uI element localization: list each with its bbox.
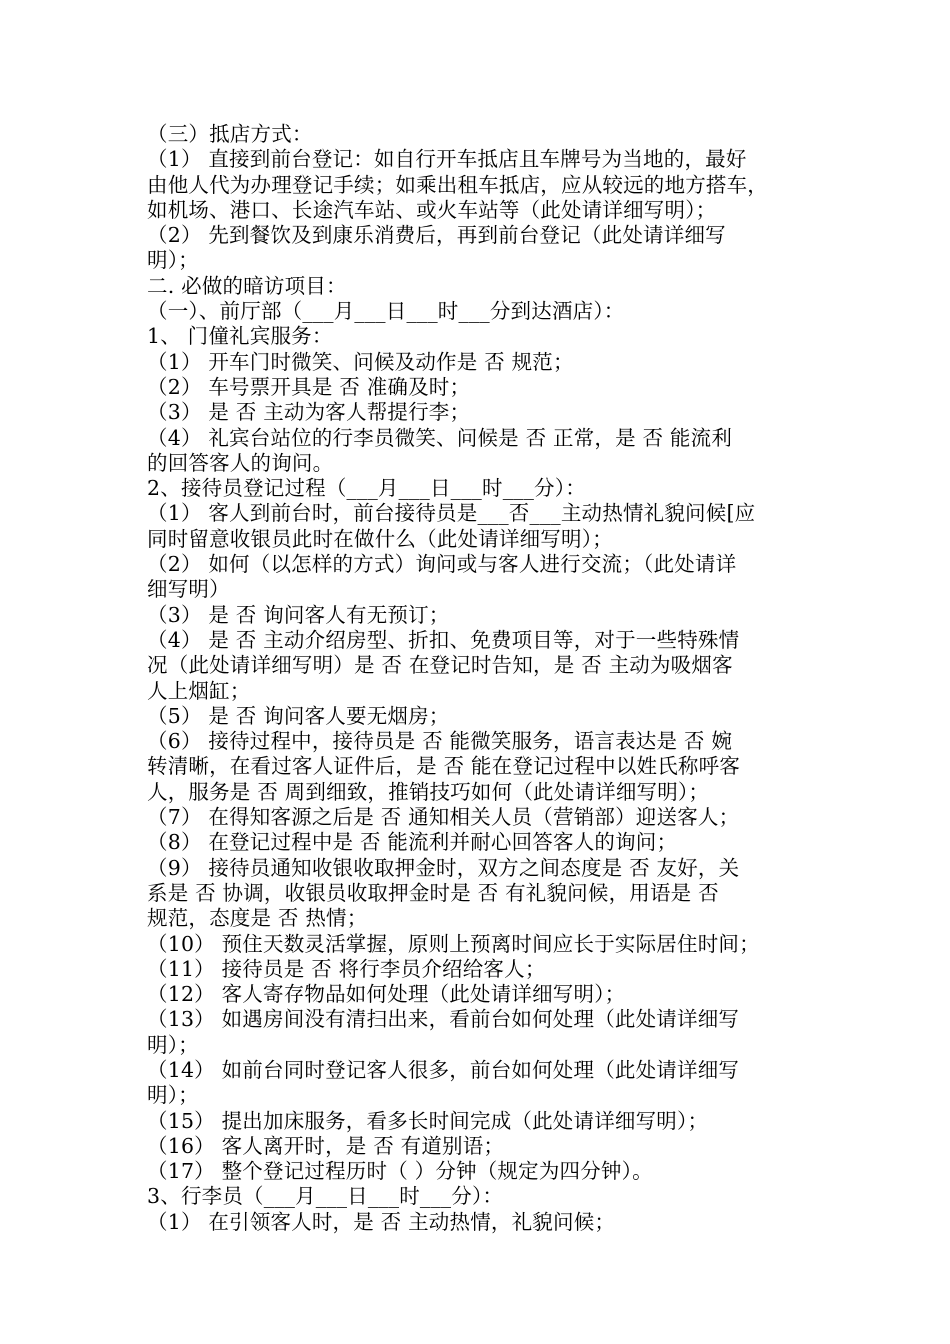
text-line: （13） 如遇房间没有清扫出来，看前台如何处理（此处请详细写 [147,1007,740,1032]
text-line: 明）； [147,1083,199,1108]
text-line: （6） 接待过程中，接待员是 否 能微笑服务，语言表达是 否 婉 [147,729,733,754]
text-line: （2） 如何（以怎样的方式）询问或与客人进行交流；（此处请详 [147,552,737,577]
text-line: 的回答客人的询问。 [147,450,334,475]
text-line: 人上烟缸； [147,678,251,703]
text-line: （1） 直接到前台登记：如自行开车抵店且车牌号为当地的，最好 [147,147,747,172]
text-line: 规范，态度是 否 热情； [147,906,368,931]
text-line: 由他人代为办理登记手续；如乘出租车抵店，应从较远的地方搭车， [147,172,768,197]
item-heading-bellman: 3、行李员（___月___日___时___分）： [147,1184,504,1209]
text-line: （4） 礼宾台站位的行李员微笑、问候是 否 正常，是 否 能流利 [147,425,733,450]
text-line: （14） 如前台同时登记客人很多，前台如何处理（此处请详细写 [147,1057,740,1082]
section-heading-arrival-method: （三）抵店方式： [147,122,313,146]
section-heading-inspection-items: 二. 必做的暗访项目： [147,273,347,298]
item-heading-check-in: 2、接待员登记过程（___月___日___时___分）： [147,476,586,501]
text-line: （1） 在引领客人时，是 否 主动热情，礼貌问候； [147,1209,616,1234]
subsection-heading-front-office: （一）、前厅部（___月___日___时___分到达酒店）： [147,299,625,324]
text-line: （4） 是 否 主动介绍房型、折扣、免费项目等，对于一些特殊情 [147,627,740,652]
text-line: 如机场、港口、长途汽车站、或火车站等（此处请详细写明）； [147,197,717,222]
text-line: （15） 提出加床服务，看多长时间完成（此处请详细写明）； [147,1108,709,1133]
text-line: （3） 是 否 主动为客人帮提行李； [147,400,471,425]
text-line: （12） 客人寄存物品如何处理（此处请详细写明）； [147,982,626,1007]
text-line: （16） 客人离开时，是 否 有道别语； [147,1133,505,1158]
text-line: （5） 是 否 询问客人要无烟房； [147,703,450,728]
document-body [147,122,812,1235]
text-line: （9） 接待员通知收银收取押金时，双方之间态度是 否 友好，关 [147,855,740,880]
text-line: 明）； [147,248,199,273]
text-line: （11） 接待员是 否 将行李员介绍给客人； [147,956,546,981]
text-line: 况（此处请详细写明）是 否 在登记时告知，是 否 主动为吸烟客 [147,653,733,678]
text-line: 明）； [147,1032,199,1057]
text-line: （1） 客人到前台时，前台接待员是___否___主动热情礼貌问候[应 [147,501,756,526]
text-line: （2） 先到餐饮及到康乐消费后，再到前台登记（此处请详细写 [147,223,726,248]
text-line: （8） 在登记过程中是 否 能流利并耐心回答客人的询问； [147,830,678,855]
text-line: （1） 开车门时微笑、问候及动作是 否 规范； [147,349,574,374]
text-line: 人，服务是 否 周到细致，推销技巧如何（此处请详细写明）； [147,779,710,804]
text-line: 系是 否 协调，收银员收取押金时是 否 有礼貌问候，用语是 否 [147,880,719,905]
text-line: （7） 在得知客源之后是 否 通知相关人员（营销部）迎送客人； [147,805,740,830]
text-line: 转清晰，在看过客人证件后，是 否 能在登记过程中以姓氏称呼客 [147,754,741,779]
text-line: （3） 是 否 询问客人有无预订； [147,602,450,627]
text-line: （10） 预住天数灵活掌握，原则上预离时间应长于实际居住时间； [147,931,760,956]
text-line: （2） 车号票开具是 否 准确及时； [147,374,471,399]
item-heading-doorman: 1、 门僮礼宾服务： [147,324,333,349]
text-line: 同时留意收银员此时在做什么（此处请详细写明）； [147,526,613,551]
text-line: （17） 整个登记过程历时（ ）分钟（规定为四分钟）。 [147,1159,653,1184]
text-line: 细写明） [147,577,230,602]
